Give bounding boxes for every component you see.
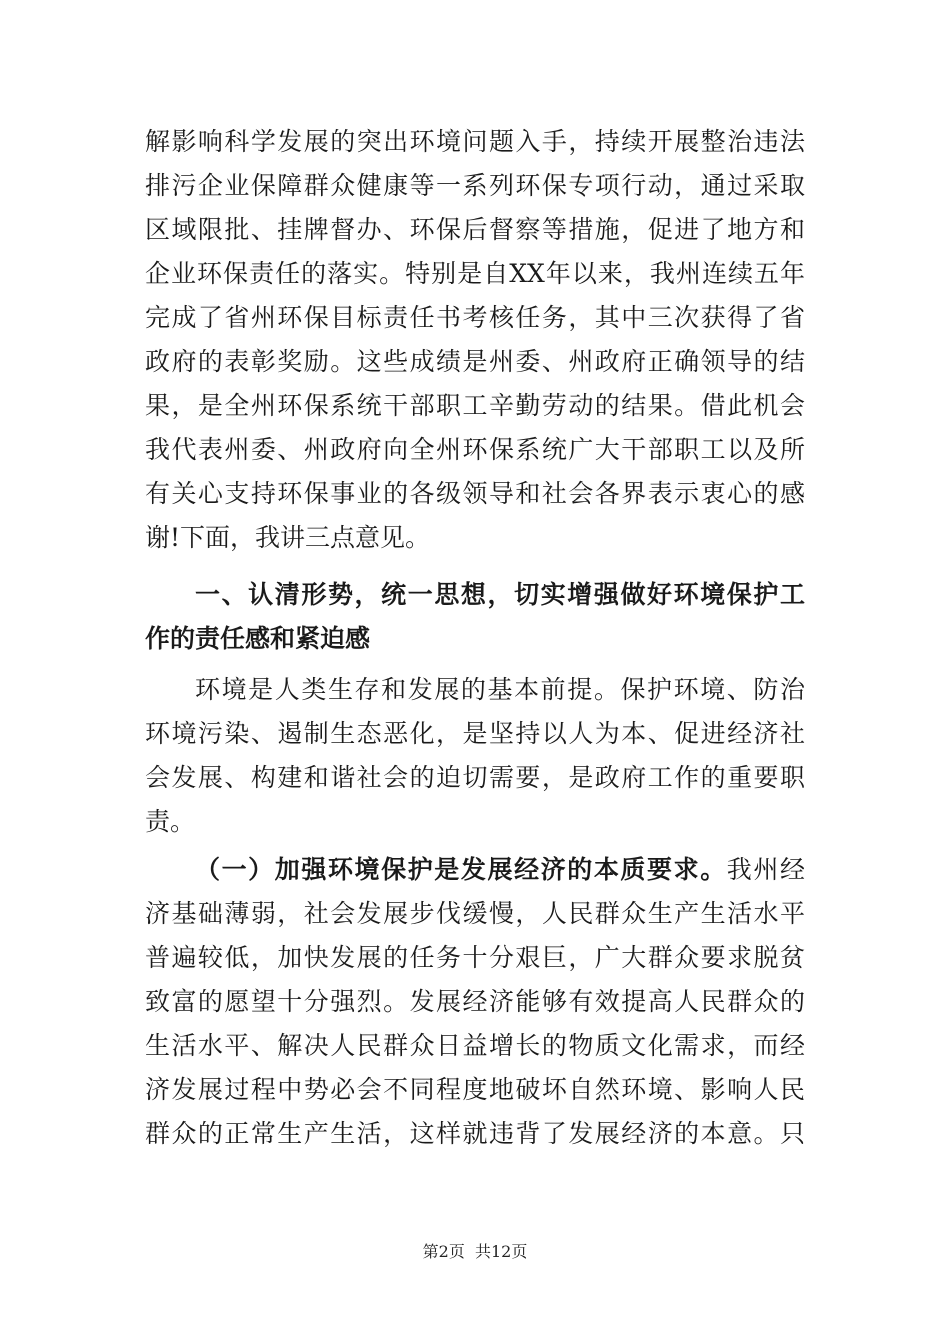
page-number-label: 第2页 共12页 xyxy=(422,1242,528,1261)
body-line: 政府的表彰奖励。这些成绩是州委、州政府正确领导的结 xyxy=(145,347,805,376)
subsection-heading: （一）加强环境保护是发展经济的本质要求。 xyxy=(195,855,727,884)
page-footer xyxy=(0,1240,950,1264)
body-line: 生活水平、解决人民群众日益增长的物质文化需求，而经 xyxy=(145,1031,805,1060)
body-line: 责。 xyxy=(145,807,196,836)
body-line: 济基础薄弱，社会发展步伐缓慢，人民群众生产生活水平 xyxy=(145,899,805,928)
body-line: 企业环保责任的落实。特别是自XX年以来，我州连续五年 xyxy=(145,259,805,288)
body-line: 会发展、构建和谐社会的迫切需要，是政府工作的重要职 xyxy=(145,763,805,792)
body-line: 完成了省州环保目标责任书考核任务，其中三次获得了省 xyxy=(145,303,805,332)
body-line: 环境是人类生存和发展的基本前提。保护环境、防治 xyxy=(195,675,805,704)
section-heading: 一、认清形势，统一思想，切实增强做好环境保护工 xyxy=(195,580,805,609)
body-line: 区域限批、挂牌督办、环保后督察等措施，促进了地方和 xyxy=(145,215,805,244)
body-line: 有关心支持环保事业的各级领导和社会各界表示衷心的感 xyxy=(145,479,805,508)
body-line: 果，是全州环保系统干部职工辛勤劳动的结果。借此机会 xyxy=(145,391,805,420)
body-line: 解影响科学发展的突出环境问题入手，持续开展整治违法 xyxy=(145,127,805,156)
body-line: 普遍较低，加快发展的任务十分艰巨，广大群众要求脱贫 xyxy=(145,943,805,972)
body-line: 群众的正常生产生活，这样就违背了发展经济的本意。只 xyxy=(145,1119,805,1148)
body-line: 我代表州委、州政府向全州环保系统广大干部职工以及所 xyxy=(145,435,805,464)
body-line: 排污企业保障群众健康等一系列环保专项行动，通过采取 xyxy=(145,171,805,200)
body-line: 环境污染、遏制生态恶化，是坚持以人为本、促进经济社 xyxy=(145,719,805,748)
body-line: 致富的愿望十分强烈。发展经济能够有效提高人民群众的 xyxy=(145,987,805,1016)
body-text: 我州经 xyxy=(726,855,805,884)
body-line: 谢!下面，我讲三点意见。 xyxy=(145,523,431,552)
body-line: 济发展过程中势必会不同程度地破坏自然环境、影响人民 xyxy=(145,1075,805,1104)
section-heading: 作的责任感和紧迫感 xyxy=(145,624,371,653)
subsection-line xyxy=(195,848,805,892)
